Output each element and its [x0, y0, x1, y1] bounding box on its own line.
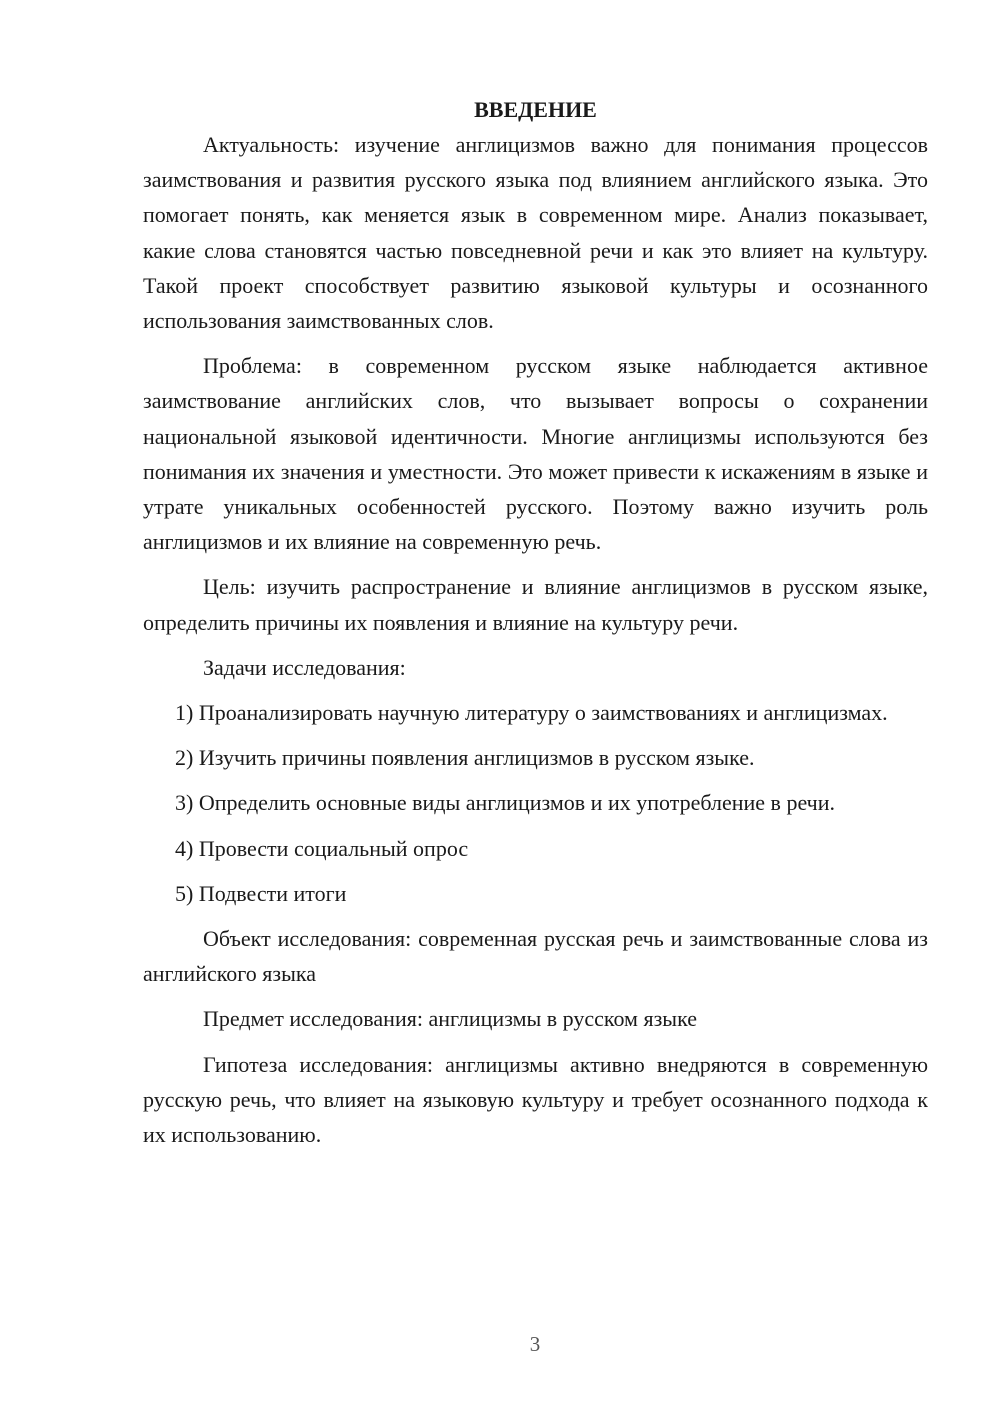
- object-paragraph: Объект исследования: современная русская речь и заимствованные слова из английского языка: [143, 926, 928, 987]
- goal-paragraph: Цель: изучить распространение и влияние англицизмов в русском языке, определить причины их появления и влияние на культуру речи.: [143, 574, 928, 635]
- task-item-2: 2) Изучить причины появления англицизмов в русском языке.: [175, 745, 755, 771]
- page-number: 3: [529, 1332, 541, 1356]
- document-page: [143, 92, 928, 1162]
- hypothesis-paragraph: Гипотеза исследования: англицизмы активно внедряются в современную русскую речь, что влияет на языковую культуру и требует осознанного подхода к их использованию.: [143, 1051, 928, 1148]
- subject-paragraph: Предмет исследования: англицизмы в русском языке: [203, 1006, 697, 1032]
- task-item-4: 4) Провести социальный опрос: [175, 835, 469, 861]
- task-item-1: 1) Проанализировать научную литературу о заимствованиях и англицизмах.: [175, 700, 888, 726]
- tasks-heading: Задачи исследования:: [203, 654, 406, 680]
- document-title: ВВЕДЕНИЕ: [474, 97, 597, 122]
- task-item-3: 3) Определить основные виды англицизмов и их употребление в речи.: [175, 790, 835, 816]
- problem-paragraph: Проблема: в современном русском языке наблюдается активное заимствование английских слов, что вызывает вопросы о сохранении национальной языковой идентичности. Многие англицизмы используются без понимания их значения и уместности. Это может привести к искажениям в языке и утрате уникальных особенностей русского. Поэтому важно изучить роль англицизмов и их влияние на современную речь.: [143, 353, 928, 555]
- task-item-5: 5) Подвести итоги: [175, 880, 347, 906]
- relevance-paragraph: Актуальность: изучение англицизмов важно для понимания процессов заимствования и развития русского языка под влиянием английского языка. Это помогает понять, как меняется язык в современном мире. Анализ показывает, какие слова становятся частью повседневной речи и как это влияет на культуру. Такой проект способствует развитию языковой культуры и осознанного использования заимствованных слов.: [143, 132, 928, 334]
